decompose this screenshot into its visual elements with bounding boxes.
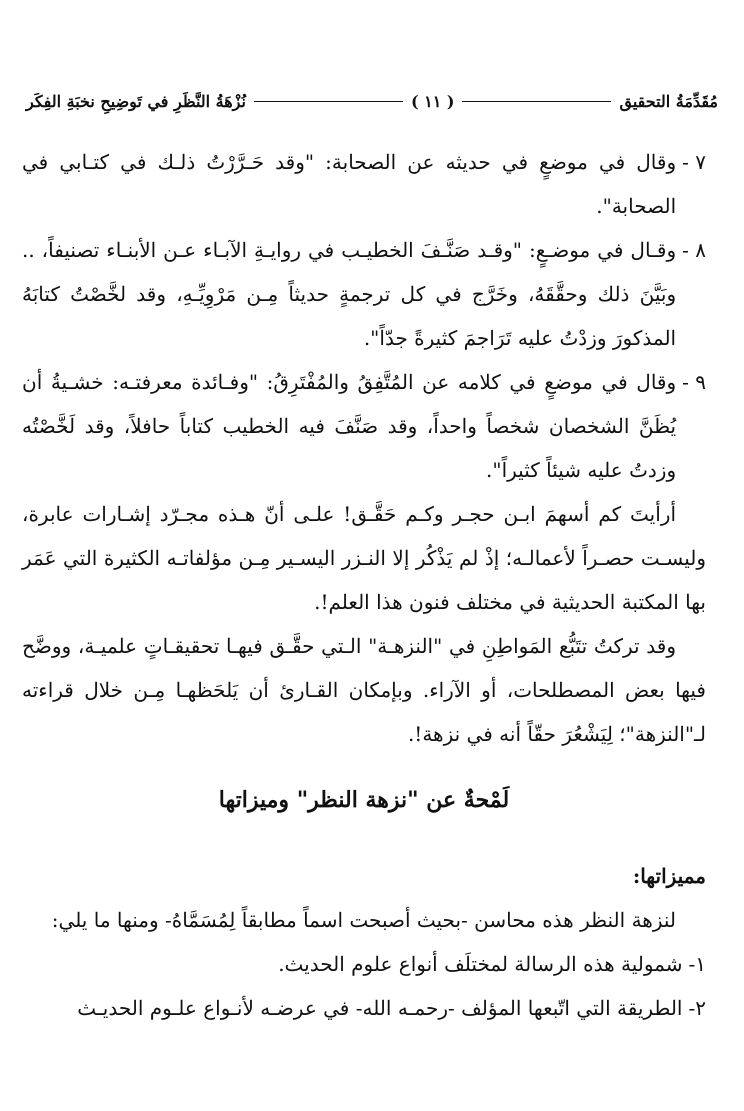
paragraph: أرأيتَ كم أسهمَ ابـن حجـر وكـم حَقَّـق! علـى أنّ هـذه مجـرّد إشـارات عابرة، وليسـت حصـراً لأعمالـه؛ إذْ لم يَذْكُر إلا النـزر اليسـير مِـن مؤلفاتـه الكثيرة التي عَمَر بها المكتبة الحديثية في مختلف فنون هذا العلم!. (22, 502, 706, 614)
list-item (22, 140, 706, 228)
item-text: وقال في موضعٍ في حديثه عن الصحابة: "وقد حَـرَّرْتُ ذلـك في كتـابي في الصحابة". (22, 150, 677, 218)
paragraph: وقد تركتُ تتَبُّع المَواطِنِ في "النزهـة" الـتي حقَّـق فيهـا تحقيقـاتٍ علميـة، ووضَّح فيها بعض المصطلحات، أو الآراء. وبإمكان القـارئ أن يَلحَظهـا مِـن خلال قراءته لـ"النزهة"؛ لِيَشْعُرَ حقّاً أنه في نزهة!. (22, 634, 706, 746)
intro-paragraph: لنزهة النظر هذه محاسن -بحيث أصبحت اسماً مطابقاً لِمُسَمَّاهُ- ومنها ما يلي: (51, 908, 676, 932)
feature-text: الطريقة التي اتّبعها المؤلف -رحمـه الله- في عرضـه لأنـواع علـوم الحديـث (77, 996, 683, 1020)
feature-number: ٢- (688, 996, 706, 1020)
feature-text: شمولية هذه الرسالة لمختلَف أنواع علوم الحديث. (278, 952, 683, 976)
item-text: وقال في موضعٍ في كلامه عن المُتَّفِقُ والمُفْتَرِقُ: "وفـائدة معرفتـه: خشـيةُ أن يُظَنَّ الشخصان شخصاً واحداً، وقد صَنَّفَ فيه الخطيب كتاباً حافلاً، وقد لَخَّصْتُه وزدتُ عليه شيئاً كثيراً". (22, 370, 677, 482)
feature-item (22, 942, 706, 986)
page-body (22, 140, 706, 1030)
feature-item (22, 986, 706, 1030)
header-rule-left (254, 101, 403, 102)
header-left-title: نُزْهَةُ النَّظَرِ في تَوضِيحِ نخبَةِ الفِكَر (26, 91, 246, 111)
item-number: ٧ - (682, 150, 706, 174)
list-item (22, 228, 706, 360)
header-right-title: مُقَدِّمَةُ التحقيق (619, 91, 718, 111)
running-header (26, 88, 718, 114)
item-number: ٩ - (682, 370, 706, 394)
list-item (22, 360, 706, 492)
item-text: وقـال في موضـعٍ: "وقـد صَنَّـفَ الخطيـب في روايـةِ الآبـاء عـن الأبنـاء تصنيفاً، .. وبَيَّنَ ذلك وحقَّقَهُ، وخَرَّج في كل ترجمةٍ حديثاً مِـن مَرْوِيِّـهِ، وقد لخَّصْتُ كتابَهُ المذكورَ وزدْتُ عليه تَرَاجمَ كثيرةً جدّاً". (22, 238, 677, 350)
header-rule-right (462, 101, 611, 102)
subheading: مميزاتها: (632, 864, 706, 888)
feature-number: ١- (688, 952, 706, 976)
item-number: ٨ - (682, 238, 706, 262)
section-title: لَمْحةٌ عن "نزهة النظر" وميزاتها (218, 787, 510, 813)
page-number: ( ١١ ) (410, 91, 455, 111)
